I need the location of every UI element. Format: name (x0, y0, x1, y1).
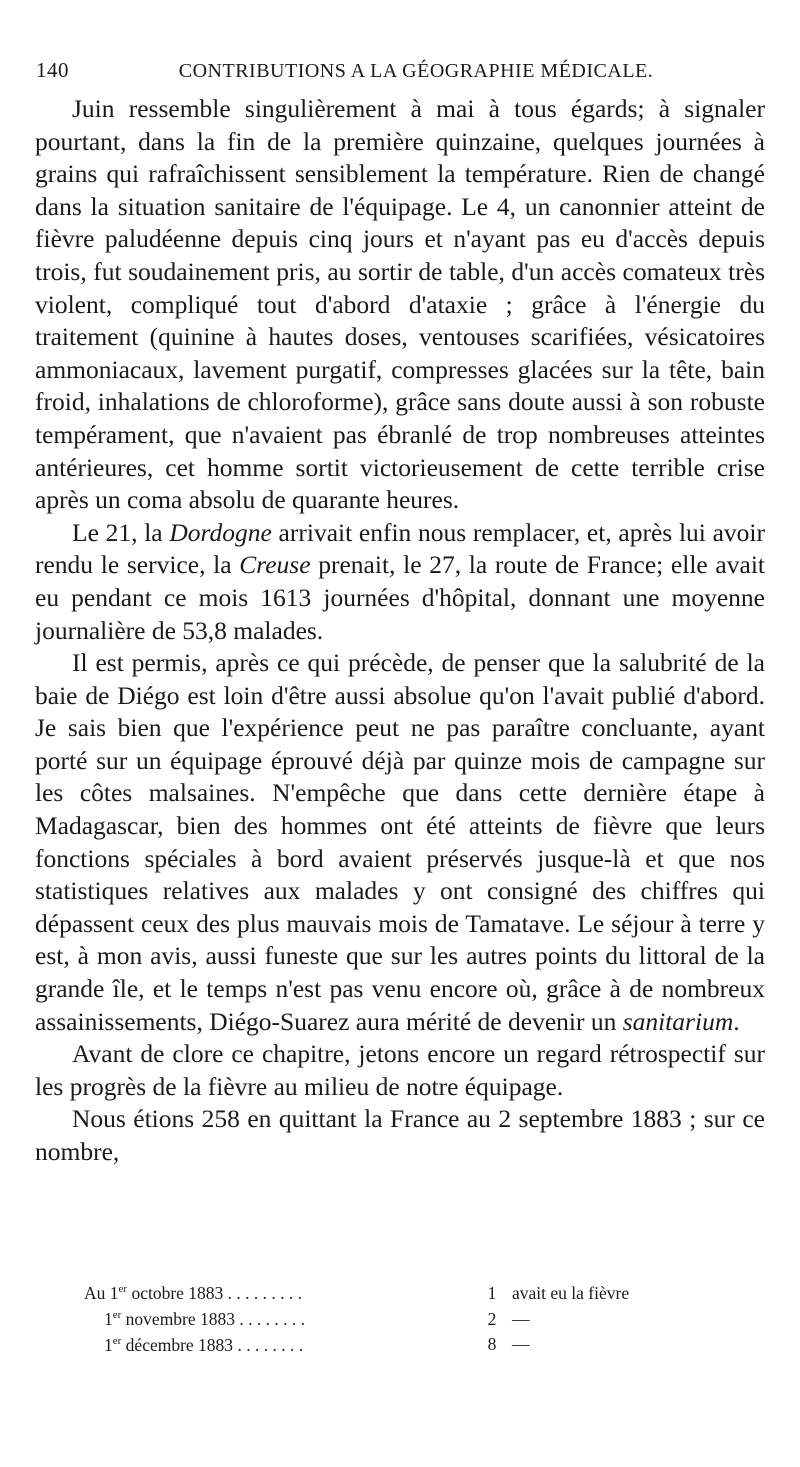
fever-count-table (84, 1278, 724, 1355)
running-title: CONTRIBUTIONS A LA GÉOGRAPHIE MÉDICALE. (178, 60, 654, 82)
paragraph-effectif: Nous étions 258 en quittant la France au 2 septembre 1883 ; sur ce nombre, (35, 1104, 765, 1166)
page-number: 140 (36, 58, 69, 82)
table-row (84, 1278, 724, 1304)
row-label: 1er novembre 1883 . . . . . . . . (104, 1308, 306, 1329)
paragraph-dordogne-text-3: prenait, le 27, la route de France; elle avait eu pendant ce mois 1613 journées d'hôpital, donnant une moyenne journalière de 53,8 malades. (35, 550, 765, 645)
row-note: avait eu la fièvre (512, 1282, 630, 1303)
leader-dots: . . . . . . . . (239, 1308, 306, 1329)
body-text (35, 93, 765, 1169)
paragraph-dordogne (35, 517, 765, 647)
ship-name-creuse: Creuse (239, 550, 311, 580)
row-label: 1er décembre 1883 . . . . . . . . (104, 1334, 304, 1355)
row-note: — (512, 1334, 530, 1355)
row-count: 2 (487, 1308, 497, 1329)
paragraph-dordogne-text-2: arrivait enfin nous remplacer, et, après lui avoir rendu le service, la (35, 517, 765, 580)
paragraph-chapitre: Avant de clore ce chapitre, jetons encore un regard rétrospectif sur les progrès de la fièvre au milieu de notre équipage. (35, 1039, 765, 1101)
row-count: 1 (487, 1282, 497, 1303)
ship-name-dordogne: Dordogne (169, 517, 272, 547)
paragraph-june: Juin ressemble singulièrement à mai à tous égards; à signaler pourtant, dans la fin de la première quinzaine, quelques journées à grains qui rafraîchissent sensiblement la température. Rien de changé dans la situation sanitaire de l'équipage. Le 4, un canonnier atteint de fièvre paludéenne depuis cinq jours et n'ayant pas eu d'accès depuis trois, fut soudainement pris, au sortir de table, d'un accès comateux très violent, compliqué tout d'abord d'ataxie ; grâce à l'énergie du traitement (quinine à hautes doses, ventouses scarifiées, vésicatoires ammoniacaux, lavement purgatif, compresses glacées sur la tête, bain froid, inhalations de chloroforme), grâce sans doute aussi à son robuste tempérament, que n'avaient pas ébranlé de trop nombreuses atteintes antérieures, cet homme sortit victorieusement de cette terrible crise après un coma absolu de quarante heures. (35, 94, 765, 515)
row-note: — (512, 1308, 530, 1329)
leader-dots: . . . . . . . . (237, 1334, 304, 1355)
term-sanitarium: sanitarium (622, 1006, 734, 1036)
paragraph-salubrite-text: Il est permis, après ce qui précède, de penser que la salubrité de la baie de Diégo est loin d'être aussi absolue qu'on l'avait publié d'abord. Je sais bien que l'expérience peut ne pas paraître concluante, ayant porté sur un équipage éprouvé déjà par quinze mois de campagne sur les côtes malsaines. N'empêche que dans cette dernière étape à Madagascar, bien des hommes ont été atteints de fièvre que leurs fonctions spéciales à bord avaient préservés jusque-là et que nos statistiques relatives aux malades y ont consigné des chiffres qui dépassent ceux des plus mauvais mois de Tamatave. Le séjour à terre y est, à mon avis, aussi funeste que sur les autres points du littoral de la grande île, et le temps n'est pas venu encore où, grâce à de nombreux assainissements, Diégo-Suarez aura mérité de devenir un (35, 648, 765, 1036)
table-row (84, 1330, 724, 1356)
paragraph-salubrite-end: . (733, 1006, 740, 1036)
paragraph-dordogne-text-1: Le 21, la (72, 517, 170, 547)
running-header (36, 58, 764, 88)
leader-dots: . . . . . . . . . (227, 1282, 303, 1303)
row-count: 8 (487, 1334, 497, 1355)
paragraph-salubrite (35, 647, 765, 1038)
row-label: Au 1er octobre 1883 . . . . . . . . . (84, 1282, 303, 1303)
table-row (84, 1304, 724, 1330)
